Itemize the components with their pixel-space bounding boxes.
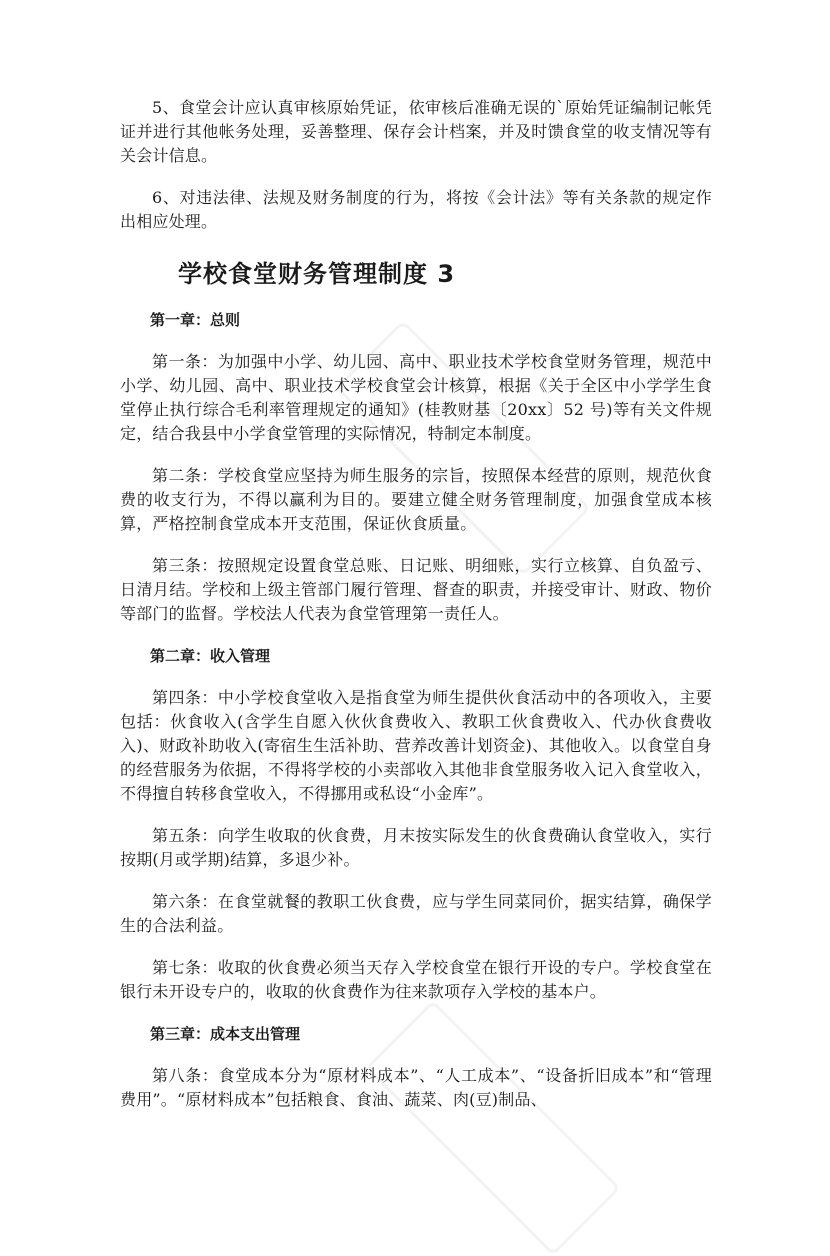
- article-paragraph: 第八条：食堂成本分为“原材料成本”、“人工成本”、“设备折旧成本”和“管理费用”。“原材料成本”包括粮食、食油、蔬菜、肉(豆)制品、: [120, 1066, 712, 1109]
- chapter-heading: 第三章：成本支出管理: [150, 1025, 301, 1043]
- article-paragraph: 第七条：收取的伙食费必须当天存入学校食堂在银行开设的专户。学校食堂在银行未开设专户的，收取的伙食费作为往来款项存入学校的基本户。: [120, 958, 712, 1001]
- article-paragraph: 第一条：为加强中小学、幼儿园、高中、职业技术学校食堂财务管理，规范中小学、幼儿园、高中、职业技术学校食堂会计核算，根据《关于全区中小学学生食堂停止执行综合毛利率管理规定的通知》(桂教财基〔20xx〕52 号)等有关文件规定，结合我县中小学食堂管理的实际情况，特制定本制度。: [120, 352, 712, 443]
- article-paragraph: 第三条：按照规定设置食堂总账、日记账、明细账，实行立核算、自负盈亏、日清月结。学校和上级主管部门履行管理、督查的职责，并接受审计、财政、物价等部门的监督。学校法人代表为食堂管理第一责任人。: [120, 556, 712, 623]
- document-body: [120, 96, 712, 1112]
- article-paragraph: 第六条：在食堂就餐的教职工伙食费，应与学生同菜同价，据实结算，确保学生的合法利益。: [120, 892, 712, 935]
- article-paragraph: 第五条：向学生收取的伙食费，月末按实际发生的伙食费确认食堂收入，实行按期(月或学期)结算，多退少补。: [120, 826, 712, 869]
- paragraph: 6、对违法律、法规及财务制度的行为，将按《会计法》等有关条款的规定作出相应处理。: [120, 188, 712, 231]
- chapter-heading: 第一章：总则: [150, 311, 241, 329]
- chapter-heading: 第二章：收入管理: [150, 647, 271, 665]
- paragraph: 5、食堂会计应认真审核原始凭证，依审核后准确无误的`原始凭证编制记帐凭证并进行其他帐务处理，妥善整理、保存会计档案，并及时馈食堂的收支情况等有关会计信息。: [120, 98, 712, 165]
- article-paragraph: 第四条：中小学校食堂收入是指食堂为师生提供伙食活动中的各项收入，主要包括：伙食收入(含学生自愿入伙伙食费收入、教职工伙食费收入、代办伙食费收入)、财政补助收入(寄宿生生活补助、营养改善计划资金)、其他收入。以食堂自身的经营服务为依据，不得将学校的小卖部收入其他非食堂服务收入记入食堂收入，不得擅自转移食堂收入，不得挪用或私设“小金库”。: [120, 688, 712, 803]
- article-paragraph: 第二条：学校食堂应坚持为师生服务的宗旨，按照保本经营的原则，规范伙食费的收支行为，不得以赢利为目的。要建立健全财务管理制度，加强食堂成本核算，严格控制食堂成本开支范围，保证伙食质量。: [120, 466, 712, 533]
- section-title: 学校食堂财务管理制度 3: [178, 260, 456, 288]
